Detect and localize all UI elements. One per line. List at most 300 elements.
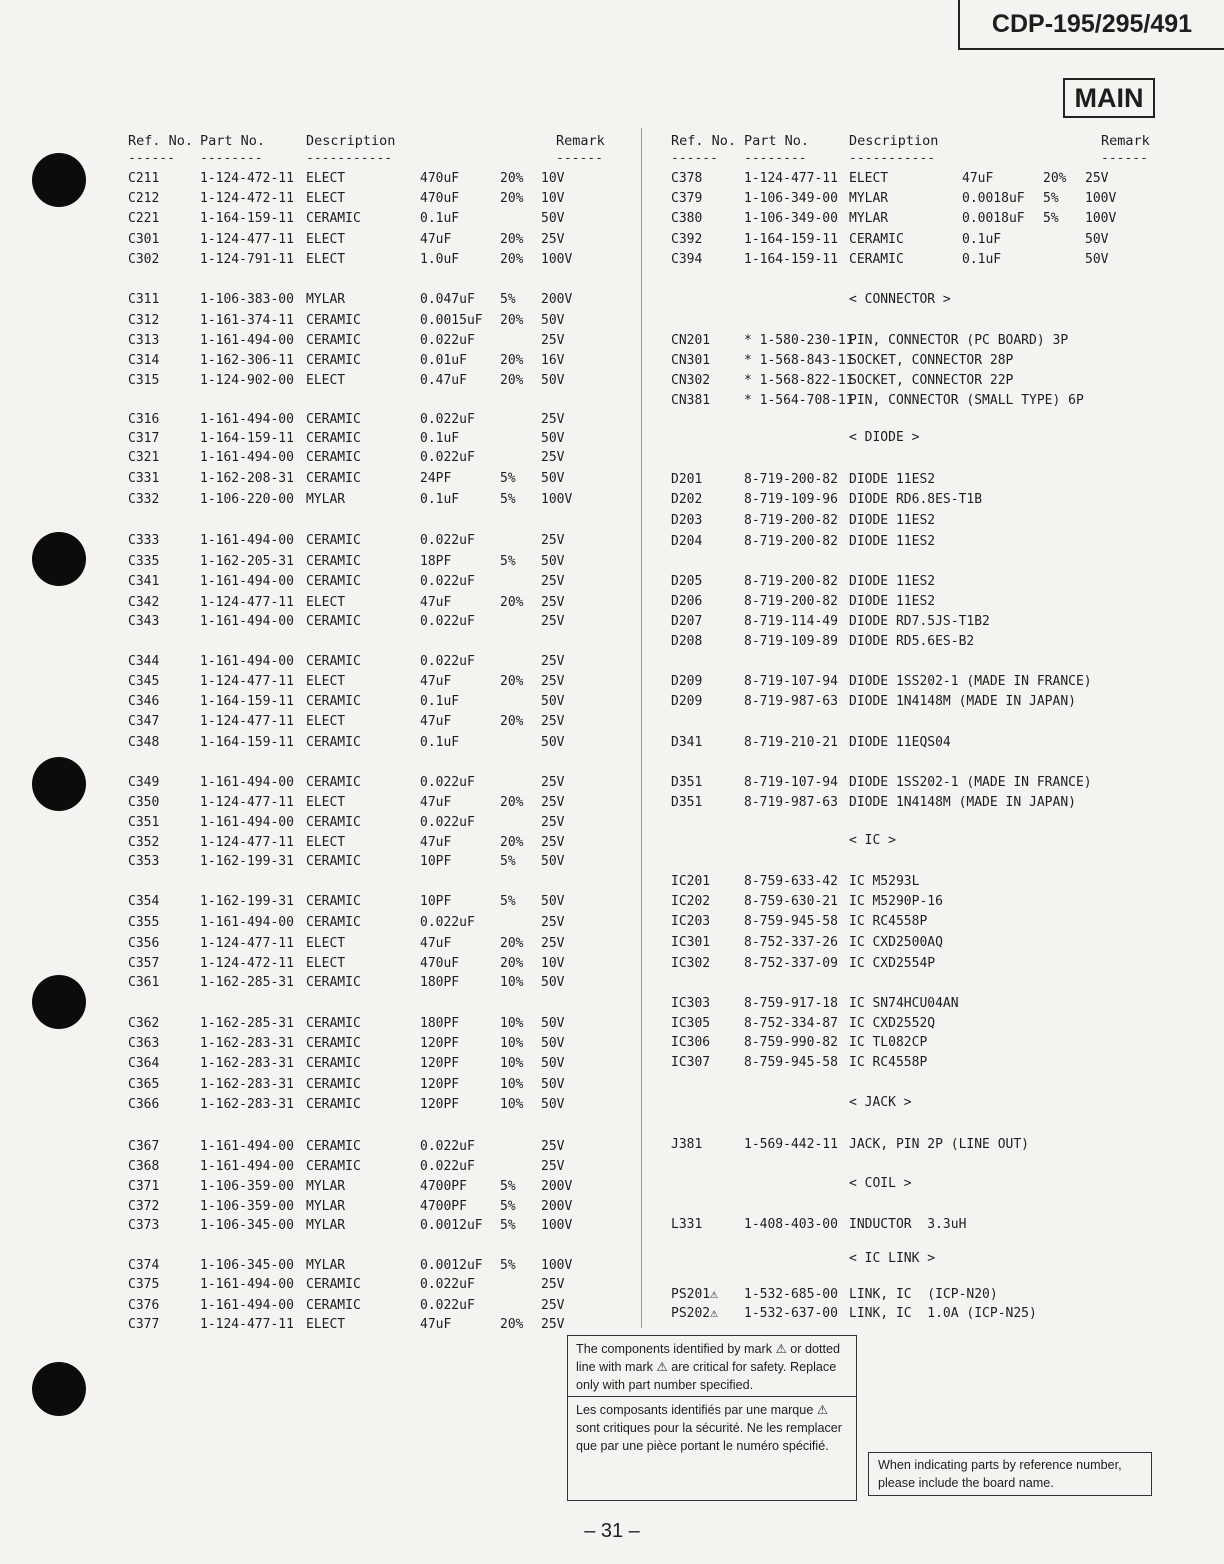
part-no-cell: 1-161-494-00 — [200, 1277, 294, 1292]
parts-row — [0, 511, 1224, 531]
ref-no-cell: C354 — [128, 894, 160, 909]
part-no-cell: 1-106-220-00 — [200, 492, 294, 507]
description-cell: CERAMIC — [306, 1159, 361, 1174]
parts-row — [0, 833, 1224, 853]
ref-no-cell: C351 — [128, 815, 160, 830]
value-cell: 0.0012uF — [420, 1218, 483, 1233]
part-no-cell: 1-124-472-11 — [200, 171, 294, 186]
description-cell: SOCKET, CONNECTOR 28P — [849, 353, 1014, 368]
description-cell: CERAMIC — [306, 1139, 361, 1154]
parts-row — [0, 793, 1224, 813]
description-cell: CERAMIC — [306, 1077, 361, 1092]
ref-no-cell: C365 — [128, 1077, 160, 1092]
remark-cell: 25V — [541, 835, 565, 850]
parts-row — [0, 552, 1224, 572]
header-underline: -------- — [744, 151, 807, 166]
remark-cell: 25V — [541, 1298, 565, 1313]
value-cell: 4700PF — [420, 1199, 467, 1214]
parts-row — [0, 852, 1224, 872]
value-cell: 47uF — [420, 936, 452, 951]
part-no-cell: * 1-568-822-11 — [744, 373, 854, 388]
remark-cell: 25V — [541, 333, 565, 348]
safety-notice-french: Les composants identifiés par une marque ⚠ sont critiques pour la sécurité. Ne les remplacer que par une pièce portant le numéro spécifié. — [576, 1403, 842, 1453]
description-cell: ELECT — [306, 373, 346, 388]
value-cell: 47uF — [420, 795, 452, 810]
description-cell: CERAMIC — [306, 533, 361, 548]
section-heading: < IC > — [849, 833, 896, 848]
value-cell: 10PF — [420, 894, 452, 909]
value-cell: 1.0uF — [420, 252, 460, 267]
parts-row — [0, 912, 1224, 932]
part-no-cell: 1-124-477-11 — [200, 1317, 294, 1332]
binder-hole — [32, 1362, 86, 1416]
part-no-header: Part No. — [744, 133, 810, 149]
tolerance-cell: 5% — [500, 471, 516, 486]
description-cell: CERAMIC — [849, 232, 904, 247]
parts-row — [0, 410, 1224, 430]
tolerance-cell: 20% — [500, 313, 524, 328]
description-cell: ELECT — [306, 595, 346, 610]
value-cell: 0.1uF — [962, 232, 1002, 247]
parts-row — [0, 1014, 1224, 1034]
part-no-cell: 8-719-109-89 — [744, 634, 838, 649]
value-cell: 0.022uF — [420, 533, 475, 548]
part-no-cell: 1-161-494-00 — [200, 574, 294, 589]
ref-no-cell: C352 — [128, 835, 160, 850]
remark-cell: 25V — [541, 915, 565, 930]
remark-cell: 25V — [541, 533, 565, 548]
part-no-cell: 1-164-159-11 — [200, 431, 294, 446]
ref-no-cell: C373 — [128, 1218, 160, 1233]
ref-no-cell: C211 — [128, 171, 160, 186]
parts-row — [0, 311, 1224, 331]
parts-row — [0, 209, 1224, 229]
part-no-cell: 1-161-494-00 — [200, 333, 294, 348]
value-cell: 24PF — [420, 471, 452, 486]
tolerance-cell: 20% — [500, 835, 524, 850]
ref-no-cell: C375 — [128, 1277, 160, 1292]
tolerance-cell: 5% — [500, 554, 516, 569]
part-no-cell: 1-161-494-00 — [200, 1298, 294, 1313]
part-no-cell: 1-124-477-11 — [200, 714, 294, 729]
ref-no-cell: C379 — [671, 191, 703, 206]
tolerance-cell: 5% — [500, 292, 516, 307]
tolerance-cell: 5% — [1043, 191, 1059, 206]
ref-no-cell: C301 — [128, 232, 160, 247]
remark-cell: 25V — [541, 412, 565, 427]
ref-no-cell: C394 — [671, 252, 703, 267]
description-cell: CERAMIC — [306, 471, 361, 486]
remark-cell: 10V — [541, 191, 565, 206]
description-cell: CERAMIC — [306, 894, 361, 909]
part-no-cell: 1-124-902-00 — [200, 373, 294, 388]
ref-no-cell: C378 — [671, 171, 703, 186]
parts-row — [0, 371, 1224, 391]
description-cell: CERAMIC — [306, 574, 361, 589]
description-cell: CERAMIC — [306, 1277, 361, 1292]
description-cell: MYLAR — [306, 292, 346, 307]
value-cell: 0.022uF — [420, 815, 475, 830]
description-cell: ELECT — [306, 191, 346, 206]
description-cell: MYLAR — [849, 191, 889, 206]
description-cell: CERAMIC — [306, 815, 361, 830]
parts-row — [0, 632, 1224, 652]
description-cell: DIODE RD5.6ES-B2 — [849, 634, 975, 649]
remark-cell: 25V — [541, 775, 565, 790]
parts-row — [0, 1197, 1224, 1217]
ref-no-cell: CN301 — [671, 353, 711, 368]
description-cell: PIN, CONNECTOR (SMALL TYPE) 6P — [849, 393, 1084, 408]
description-cell: MYLAR — [306, 492, 346, 507]
description-cell: IC CXD2552Q — [849, 1016, 936, 1031]
value-cell: 4700PF — [420, 1179, 467, 1194]
part-no-cell: 8-759-945-58 — [744, 914, 838, 929]
description-cell: IC RC4558P — [849, 1055, 928, 1070]
remark-cell: 200V — [541, 292, 573, 307]
value-cell: 18PF — [420, 554, 452, 569]
value-cell: 0.0015uF — [420, 313, 483, 328]
section-heading: < DIODE > — [849, 430, 920, 445]
remark-cell: 25V — [541, 714, 565, 729]
value-cell: 0.022uF — [420, 1298, 475, 1313]
description-cell: MYLAR — [306, 1199, 346, 1214]
value-cell: 0.022uF — [420, 915, 475, 930]
ref-no-cell: C366 — [128, 1097, 160, 1112]
remark-cell: 25V — [541, 574, 565, 589]
part-no-cell: 1-569-442-11 — [744, 1137, 838, 1152]
parts-row — [0, 652, 1224, 672]
ref-no-cell: C348 — [128, 735, 160, 750]
part-no-cell: 1-164-159-11 — [200, 211, 294, 226]
ref-no-cell: IC306 — [671, 1035, 711, 1050]
header-underline: ------ — [128, 151, 175, 166]
header-underline: ----------- — [306, 151, 393, 166]
remark-cell: 25V — [1085, 171, 1109, 186]
ref-no-cell: C380 — [671, 211, 703, 226]
part-no-cell: 1-124-477-11 — [744, 171, 838, 186]
ref-no-cell: C374 — [128, 1258, 160, 1273]
description-cell: DIODE 11EQS04 — [849, 735, 951, 750]
tolerance-cell: 20% — [1043, 171, 1067, 186]
description-header: Description — [306, 133, 396, 149]
parts-row — [0, 1135, 1224, 1155]
ref-no-cell: C212 — [128, 191, 160, 206]
ref-no-cell: D203 — [671, 513, 703, 528]
ref-no-cell: C372 — [128, 1199, 160, 1214]
value-cell: 0.022uF — [420, 614, 475, 629]
ref-no-cell: IC301 — [671, 935, 711, 950]
value-cell: 0.022uF — [420, 1159, 475, 1174]
remark-cell: 25V — [541, 1277, 565, 1292]
section-heading: < CONNECTOR > — [849, 292, 951, 307]
parts-row — [0, 1075, 1224, 1095]
parts-row — [0, 572, 1224, 592]
remark-cell: 25V — [541, 674, 565, 689]
parts-row — [0, 189, 1224, 209]
description-cell: LINK, IC (ICP-N20) — [849, 1287, 998, 1302]
tolerance-cell: 20% — [500, 191, 524, 206]
parts-row — [0, 592, 1224, 612]
description-cell: CERAMIC — [306, 431, 361, 446]
part-no-cell: 1-532-685-00 — [744, 1287, 838, 1302]
header-underline: -------- — [200, 151, 263, 166]
tolerance-cell: 20% — [500, 1317, 524, 1332]
remark-cell: 50V — [541, 735, 565, 750]
description-cell: CERAMIC — [306, 450, 361, 465]
part-no-cell: 1-124-477-11 — [200, 232, 294, 247]
remark-cell: 10V — [541, 956, 565, 971]
part-no-cell: 8-752-334-87 — [744, 1016, 838, 1031]
ref-no-cell: C376 — [128, 1298, 160, 1313]
part-no-cell: 1-162-285-31 — [200, 1016, 294, 1031]
description-cell: IC SN74HCU04AN — [849, 996, 959, 1011]
remark-cell: 50V — [541, 1016, 565, 1031]
value-cell: 47uF — [420, 835, 452, 850]
remark-cell: 25V — [541, 815, 565, 830]
remark-cell: 25V — [541, 654, 565, 669]
ref-no-cell: D341 — [671, 735, 703, 750]
description-cell: IC CXD2500AQ — [849, 935, 943, 950]
part-no-cell: 1-124-791-11 — [200, 252, 294, 267]
parts-row — [0, 490, 1224, 510]
part-no-cell: 1-162-283-31 — [200, 1056, 294, 1071]
tolerance-cell: 20% — [500, 714, 524, 729]
ref-no-cell: C350 — [128, 795, 160, 810]
tolerance-cell: 10% — [500, 1056, 524, 1071]
description-cell: IC CXD2554P — [849, 956, 936, 971]
description-cell: CERAMIC — [306, 614, 361, 629]
description-cell: CERAMIC — [306, 854, 361, 869]
tolerance-cell: 5% — [500, 492, 516, 507]
ref-no-cell: C349 — [128, 775, 160, 790]
part-no-header: Part No. — [200, 133, 266, 149]
header-underline: ------ — [1101, 151, 1148, 166]
description-cell: DIODE RD7.5JS-T1B2 — [849, 614, 990, 629]
tolerance-cell: 20% — [500, 353, 524, 368]
part-no-cell: * 1-580-230-11 — [744, 333, 854, 348]
ref-no-cell: D202 — [671, 492, 703, 507]
remark-cell: 25V — [541, 614, 565, 629]
part-no-cell: 1-408-403-00 — [744, 1217, 838, 1232]
value-cell: 47uF — [962, 171, 994, 186]
description-cell: CERAMIC — [306, 1036, 361, 1051]
remark-cell: 50V — [1085, 252, 1109, 267]
parts-row — [0, 892, 1224, 912]
value-cell: 0.0012uF — [420, 1258, 483, 1273]
value-cell: 0.022uF — [420, 1277, 475, 1292]
value-cell: 0.022uF — [420, 333, 475, 348]
part-no-cell: 8-719-200-82 — [744, 472, 838, 487]
description-cell: JACK, PIN 2P (LINE OUT) — [849, 1137, 1030, 1152]
description-cell: CERAMIC — [306, 1298, 361, 1313]
ref-no-cell: D201 — [671, 472, 703, 487]
tolerance-cell: 10% — [500, 1016, 524, 1031]
ref-no-cell: D207 — [671, 614, 703, 629]
parts-row — [0, 391, 1224, 411]
description-cell: CERAMIC — [306, 1016, 361, 1031]
description-cell: IC M5293L — [849, 874, 920, 889]
part-no-cell: 1-161-494-00 — [200, 614, 294, 629]
part-no-cell: 8-759-917-18 — [744, 996, 838, 1011]
remark-cell: 25V — [541, 1159, 565, 1174]
value-cell: 10PF — [420, 854, 452, 869]
part-no-cell: 1-124-477-11 — [200, 795, 294, 810]
parts-row — [0, 954, 1224, 974]
part-no-cell: 1-162-283-31 — [200, 1097, 294, 1112]
parts-row — [0, 1285, 1224, 1305]
remark-cell: 200V — [541, 1179, 573, 1194]
ref-no-cell: C302 — [128, 252, 160, 267]
part-no-cell: 8-719-200-82 — [744, 513, 838, 528]
part-no-cell: 1-162-283-31 — [200, 1077, 294, 1092]
ref-no-cell: C356 — [128, 936, 160, 951]
part-no-cell: 1-161-494-00 — [200, 533, 294, 548]
description-cell: DIODE 1N4148M (MADE IN JAPAN) — [849, 694, 1076, 709]
value-cell: 47uF — [420, 595, 452, 610]
value-cell: 180PF — [420, 975, 460, 990]
part-no-cell: 8-759-630-21 — [744, 894, 838, 909]
remark-cell: 50V — [541, 431, 565, 446]
part-no-cell: 8-719-200-82 — [744, 594, 838, 609]
value-cell: 0.1uF — [420, 431, 460, 446]
parts-row — [0, 692, 1224, 712]
description-cell: LINK, IC 1.0A (ICP-N25) — [849, 1306, 1037, 1321]
value-cell: 0.01uF — [420, 353, 467, 368]
ref-no-cell: C347 — [128, 714, 160, 729]
remark-cell: 50V — [541, 1056, 565, 1071]
part-no-cell: 1-161-494-00 — [200, 1159, 294, 1174]
part-no-cell: 1-162-306-11 — [200, 353, 294, 368]
part-no-cell: 8-719-210-21 — [744, 735, 838, 750]
remark-cell: 50V — [541, 554, 565, 569]
remark-cell: 25V — [541, 1317, 565, 1332]
ref-no-cell: D205 — [671, 574, 703, 589]
parts-row — [0, 612, 1224, 632]
ref-no-cell: IC201 — [671, 874, 711, 889]
ref-no-cell: C345 — [128, 674, 160, 689]
value-cell: 0.047uF — [420, 292, 475, 307]
ref-no-cell: C362 — [128, 1016, 160, 1031]
description-cell: DIODE 11ES2 — [849, 594, 936, 609]
description-cell: CERAMIC — [306, 353, 361, 368]
remark-cell: 50V — [541, 854, 565, 869]
description-cell: CERAMIC — [306, 735, 361, 750]
remark-cell: 25V — [541, 795, 565, 810]
tolerance-cell: 10% — [500, 1077, 524, 1092]
part-no-cell: 1-124-477-11 — [200, 595, 294, 610]
ref-no-cell: C371 — [128, 1179, 160, 1194]
part-no-cell: 8-719-114-49 — [744, 614, 838, 629]
ref-no-cell: D204 — [671, 534, 703, 549]
tolerance-cell: 20% — [500, 956, 524, 971]
ref-no-cell: D209 — [671, 674, 703, 689]
ref-no-cell: IC202 — [671, 894, 711, 909]
ref-no-cell: C321 — [128, 450, 160, 465]
description-cell: INDUCTOR 3.3uH — [849, 1217, 967, 1232]
part-no-cell: 8-719-107-94 — [744, 674, 838, 689]
remark-cell: 25V — [541, 232, 565, 247]
ref-no-cell: C361 — [128, 975, 160, 990]
part-no-cell: 1-106-383-00 — [200, 292, 294, 307]
parts-row — [0, 230, 1224, 250]
ref-no-cell: C315 — [128, 373, 160, 388]
part-no-cell: 1-164-159-11 — [200, 735, 294, 750]
description-cell: ELECT — [306, 1317, 346, 1332]
ref-no-cell: L331 — [671, 1217, 703, 1232]
description-cell: DIODE 11ES2 — [849, 513, 936, 528]
description-cell: IC TL082CP — [849, 1035, 928, 1050]
part-no-cell: 8-759-945-58 — [744, 1055, 838, 1070]
ref-no-cell: C316 — [128, 412, 160, 427]
part-no-cell: 1-162-199-31 — [200, 854, 294, 869]
ref-no-cell: C317 — [128, 431, 160, 446]
part-no-cell: 8-719-107-94 — [744, 775, 838, 790]
parts-row — [0, 813, 1224, 833]
tolerance-cell: 10% — [500, 1097, 524, 1112]
ref-no-cell: C314 — [128, 353, 160, 368]
ref-no-cell: C331 — [128, 471, 160, 486]
value-cell: 47uF — [420, 674, 452, 689]
value-cell: 470uF — [420, 956, 460, 971]
ref-no-header: Ref. No. — [671, 133, 737, 149]
remark-cell: 100V — [1085, 211, 1117, 226]
ref-no-cell: J381 — [671, 1137, 703, 1152]
parts-row — [0, 994, 1224, 1014]
ref-no-cell: C364 — [128, 1056, 160, 1071]
parts-row — [0, 331, 1224, 351]
value-cell: 0.022uF — [420, 574, 475, 589]
parts-row — [0, 973, 1224, 993]
page-number: – 31 – — [584, 1520, 640, 1542]
board-name-note: When indicating parts by reference number, please include the board name. — [868, 1452, 1152, 1496]
description-cell: CERAMIC — [306, 211, 361, 226]
ref-no-cell: C333 — [128, 533, 160, 548]
ref-no-cell: C342 — [128, 595, 160, 610]
ref-no-cell: C313 — [128, 333, 160, 348]
remark-cell: 100V — [541, 1218, 573, 1233]
ref-no-cell: C346 — [128, 694, 160, 709]
description-cell: IC RC4558P — [849, 914, 928, 929]
value-cell: 0.0018uF — [962, 191, 1025, 206]
value-cell: 0.1uF — [420, 492, 460, 507]
value-cell: 0.1uF — [420, 211, 460, 226]
tolerance-cell: 5% — [1043, 211, 1059, 226]
parts-row — [0, 1053, 1224, 1073]
part-no-cell: 1-161-494-00 — [200, 412, 294, 427]
part-no-cell: 8-719-987-63 — [744, 795, 838, 810]
description-cell: ELECT — [306, 232, 346, 247]
part-no-cell: 1-161-494-00 — [200, 815, 294, 830]
description-cell: DIODE RD6.8ES-T1B — [849, 492, 983, 507]
description-cell: CERAMIC — [306, 915, 361, 930]
ref-no-cell: C221 — [128, 211, 160, 226]
remark-cell: 200V — [541, 1199, 573, 1214]
description-cell: DIODE 11ES2 — [849, 472, 936, 487]
value-cell: 120PF — [420, 1097, 460, 1112]
ref-no-header: Ref. No. — [128, 133, 194, 149]
part-no-cell: 1-164-159-11 — [200, 694, 294, 709]
description-cell: MYLAR — [849, 211, 889, 226]
right-column-header — [0, 131, 1224, 151]
section-heading: < JACK > — [849, 1095, 912, 1110]
description-header: Description — [849, 133, 939, 149]
header-underline: ------ — [556, 151, 603, 166]
part-no-cell: 1-124-477-11 — [200, 936, 294, 951]
parts-row — [0, 351, 1224, 371]
ref-no-cell: IC307 — [671, 1055, 711, 1070]
description-cell: ELECT — [306, 795, 346, 810]
value-cell: 0.022uF — [420, 412, 475, 427]
